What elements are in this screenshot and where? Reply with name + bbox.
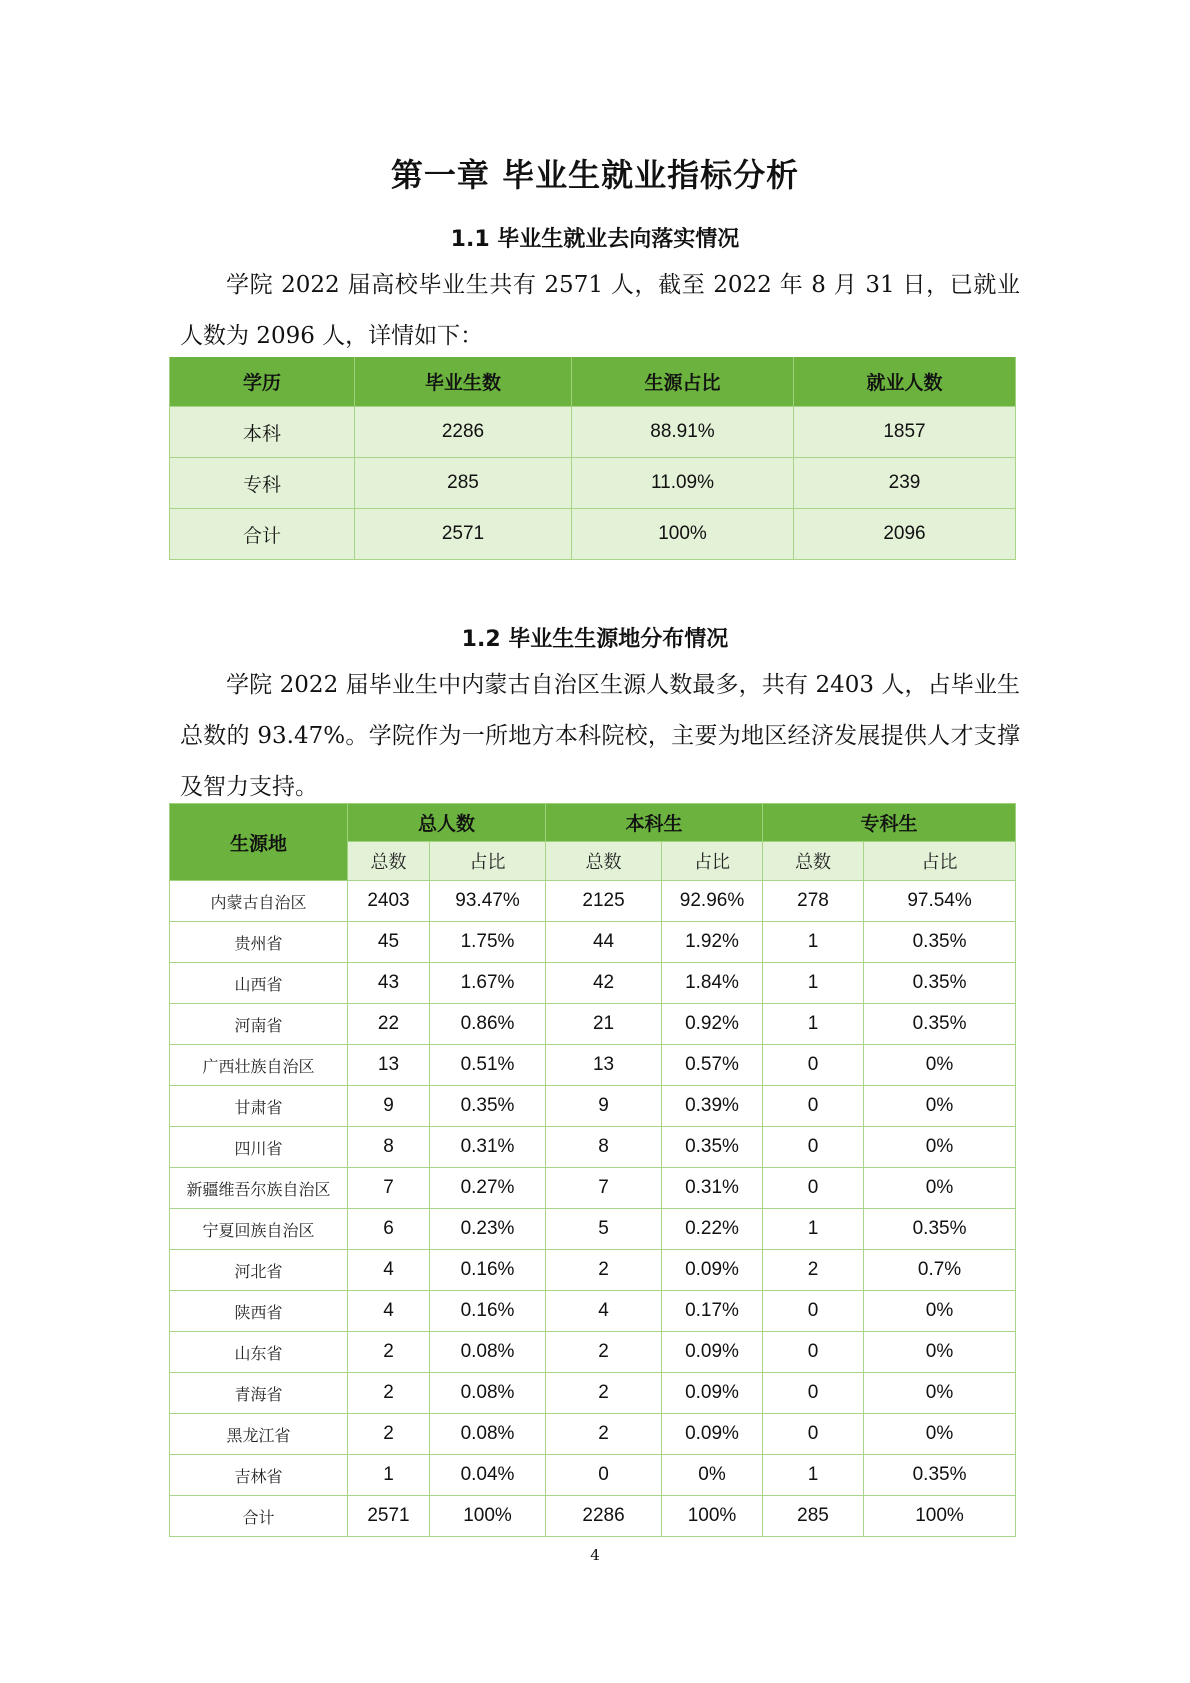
table-cell: 0.35% — [864, 1004, 1016, 1045]
region-cell: 黑龙江省 — [170, 1414, 348, 1455]
table-cell: 2 — [546, 1414, 662, 1455]
table-cell: 239 — [794, 458, 1016, 509]
subheader-ratio: 占比 — [864, 842, 1016, 881]
table-cell: 100% — [662, 1496, 763, 1537]
table-cell: 4 — [348, 1250, 430, 1291]
table-cell: 285 — [355, 458, 572, 509]
table-cell: 2 — [348, 1373, 430, 1414]
table-cell: 0.08% — [430, 1332, 546, 1373]
table-cell: 2 — [546, 1250, 662, 1291]
table-cell: 0.04% — [430, 1455, 546, 1496]
table-cell: 13 — [546, 1045, 662, 1086]
table-cell: 0.31% — [430, 1127, 546, 1168]
table-row — [170, 1004, 1016, 1045]
table-cell: 6 — [348, 1209, 430, 1250]
table-cell: 1 — [763, 1209, 864, 1250]
table-cell: 42 — [546, 963, 662, 1004]
table-cell: 0.35% — [864, 1455, 1016, 1496]
table-cell: 1 — [763, 922, 864, 963]
region-cell: 贵州省 — [170, 922, 348, 963]
table-cell: 0% — [864, 1045, 1016, 1086]
table-cell: 0% — [864, 1373, 1016, 1414]
table-cell: 2286 — [546, 1496, 662, 1537]
region-cell: 河北省 — [170, 1250, 348, 1291]
table-cell: 0.09% — [662, 1250, 763, 1291]
table-cell: 88.91% — [572, 407, 794, 458]
table-row — [170, 1250, 1016, 1291]
table-cell: 0 — [763, 1127, 864, 1168]
table-cell: 0 — [763, 1086, 864, 1127]
table-cell: 0.51% — [430, 1045, 546, 1086]
table-cell: 0.35% — [662, 1127, 763, 1168]
table-cell: 0.17% — [662, 1291, 763, 1332]
table-cell: 4 — [546, 1291, 662, 1332]
subheader-count: 总数 — [546, 842, 662, 881]
region-cell: 宁夏回族自治区 — [170, 1209, 348, 1250]
table-cell: 9 — [546, 1086, 662, 1127]
region-cell: 新疆维吾尔族自治区 — [170, 1168, 348, 1209]
table-cell: 0.35% — [430, 1086, 546, 1127]
table-cell: 0.86% — [430, 1004, 546, 1045]
table-cell: 0.35% — [864, 963, 1016, 1004]
table-cell: 1857 — [794, 407, 1016, 458]
origin-table-group-row — [170, 804, 1016, 842]
table-cell: 1.67% — [430, 963, 546, 1004]
table-row — [170, 1373, 1016, 1414]
table-cell: 2 — [546, 1332, 662, 1373]
table-cell: 0% — [864, 1127, 1016, 1168]
table-cell: 11.09% — [572, 458, 794, 509]
table-cell: 0.35% — [864, 1209, 1016, 1250]
table-row — [170, 1332, 1016, 1373]
table-cell: 0.16% — [430, 1291, 546, 1332]
table-cell: 0% — [864, 1086, 1016, 1127]
table-cell: 0.08% — [430, 1373, 546, 1414]
table-cell: 2 — [546, 1373, 662, 1414]
table-cell: 2571 — [348, 1496, 430, 1537]
header-region: 生源地 — [170, 804, 348, 881]
region-cell: 山西省 — [170, 963, 348, 1004]
table-cell: 8 — [348, 1127, 430, 1168]
table-cell: 0.35% — [864, 922, 1016, 963]
table-row — [170, 1496, 1016, 1537]
table-cell: 2286 — [355, 407, 572, 458]
table-cell: 1.84% — [662, 963, 763, 1004]
table-cell: 43 — [348, 963, 430, 1004]
table-cell: 0.39% — [662, 1086, 763, 1127]
table-cell: 100% — [430, 1496, 546, 1537]
table-cell: 1 — [763, 1004, 864, 1045]
table-cell: 2403 — [348, 881, 430, 922]
table-cell: 本科 — [170, 407, 355, 458]
region-cell: 山东省 — [170, 1332, 348, 1373]
section-1-title: 1.1 毕业生就业去向落实情况 — [450, 227, 740, 252]
table-cell: 0.23% — [430, 1209, 546, 1250]
table-cell: 1 — [763, 963, 864, 1004]
table-cell: 2 — [348, 1414, 430, 1455]
table-row — [170, 1209, 1016, 1250]
employment-table — [169, 357, 1016, 560]
table-cell: 5 — [546, 1209, 662, 1250]
table-cell: 100% — [572, 509, 794, 560]
table-cell: 93.47% — [430, 881, 546, 922]
table-cell: 0.09% — [662, 1373, 763, 1414]
table-cell: 0.22% — [662, 1209, 763, 1250]
table-cell: 285 — [763, 1496, 864, 1537]
table-row — [170, 458, 1016, 509]
region-cell: 陕西省 — [170, 1291, 348, 1332]
region-cell: 河南省 — [170, 1004, 348, 1045]
header-education: 学历 — [170, 357, 355, 407]
table-cell: 92.96% — [662, 881, 763, 922]
table-cell: 2 — [763, 1250, 864, 1291]
chapter-title: 第一章 毕业生就业指标分析 — [390, 156, 800, 194]
table-cell: 1.92% — [662, 922, 763, 963]
subheader-count: 总数 — [348, 842, 430, 881]
table-row — [170, 1455, 1016, 1496]
table-cell: 0 — [763, 1373, 864, 1414]
table-cell: 2 — [348, 1332, 430, 1373]
table-cell: 2571 — [355, 509, 572, 560]
table-cell: 0.7% — [864, 1250, 1016, 1291]
table-row — [170, 509, 1016, 560]
table-row — [170, 1086, 1016, 1127]
table-row — [170, 1168, 1016, 1209]
table-cell: 1.75% — [430, 922, 546, 963]
table-row — [170, 1291, 1016, 1332]
region-cell: 广西壮族自治区 — [170, 1045, 348, 1086]
table-cell: 1 — [348, 1455, 430, 1496]
header-group-total: 总人数 — [348, 804, 546, 842]
table-cell: 1 — [763, 1455, 864, 1496]
table-row — [170, 881, 1016, 922]
table-cell: 100% — [864, 1496, 1016, 1537]
table-cell: 0.92% — [662, 1004, 763, 1045]
table-cell: 专科 — [170, 458, 355, 509]
table-cell: 0 — [763, 1332, 864, 1373]
region-cell: 青海省 — [170, 1373, 348, 1414]
table-cell: 0 — [546, 1455, 662, 1496]
region-cell: 内蒙古自治区 — [170, 881, 348, 922]
table-cell: 278 — [763, 881, 864, 922]
header-group-junior: 专科生 — [763, 804, 1016, 842]
header-employed: 就业人数 — [794, 357, 1016, 407]
table-cell: 0 — [763, 1045, 864, 1086]
table-cell: 7 — [546, 1168, 662, 1209]
origin-table — [169, 803, 1016, 1537]
table-cell: 22 — [348, 1004, 430, 1045]
header-graduates: 毕业生数 — [355, 357, 572, 407]
table-cell: 4 — [348, 1291, 430, 1332]
subheader-ratio: 占比 — [430, 842, 546, 881]
table-cell: 0 — [763, 1291, 864, 1332]
table-cell: 8 — [546, 1127, 662, 1168]
table-cell: 7 — [348, 1168, 430, 1209]
table-row — [170, 1045, 1016, 1086]
table-cell: 9 — [348, 1086, 430, 1127]
table-cell: 0.31% — [662, 1168, 763, 1209]
employment-table-header-row — [170, 357, 1016, 407]
table-cell: 0% — [864, 1332, 1016, 1373]
table-cell: 2096 — [794, 509, 1016, 560]
table-cell: 0.09% — [662, 1332, 763, 1373]
region-cell: 吉林省 — [170, 1455, 348, 1496]
table-cell: 0% — [864, 1414, 1016, 1455]
table-cell: 13 — [348, 1045, 430, 1086]
table-cell: 0.57% — [662, 1045, 763, 1086]
section-1-paragraph — [180, 260, 1020, 362]
region-cell: 四川省 — [170, 1127, 348, 1168]
table-cell: 44 — [546, 922, 662, 963]
subheader-count: 总数 — [763, 842, 864, 881]
section-2-title: 1.2 毕业生生源地分布情况 — [461, 627, 729, 652]
table-cell: 合计 — [170, 509, 355, 560]
table-cell: 0.09% — [662, 1414, 763, 1455]
table-row — [170, 922, 1016, 963]
table-cell: 45 — [348, 922, 430, 963]
table-cell: 0% — [662, 1455, 763, 1496]
table-cell: 0.27% — [430, 1168, 546, 1209]
table-cell: 21 — [546, 1004, 662, 1045]
table-row — [170, 1414, 1016, 1455]
table-cell: 0% — [864, 1168, 1016, 1209]
region-cell: 合计 — [170, 1496, 348, 1537]
section-2-paragraph-text: 学院 2022 届毕业生中内蒙古自治区生源人数最多，共有 2403 人，占毕业生总数的 93.47%。学院作为一所地方本科院校，主要为地区经济发展提供人才支撑及智力支持。 — [180, 672, 1020, 800]
header-source-ratio: 生源占比 — [572, 357, 794, 407]
table-cell: 0.08% — [430, 1414, 546, 1455]
table-cell: 0 — [763, 1168, 864, 1209]
table-row — [170, 963, 1016, 1004]
table-cell: 2125 — [546, 881, 662, 922]
table-cell: 0 — [763, 1414, 864, 1455]
region-cell: 甘肃省 — [170, 1086, 348, 1127]
subheader-ratio: 占比 — [662, 842, 763, 881]
section-1-paragraph-text: 学院 2022 届高校毕业生共有 2571 人，截至 2022 年 8 月 31 日，已就业人数为 2096 人，详情如下： — [180, 272, 1020, 349]
table-row — [170, 407, 1016, 458]
section-2-paragraph — [180, 660, 1020, 813]
page-number: 4 — [590, 1546, 600, 1564]
table-cell: 0.16% — [430, 1250, 546, 1291]
table-row — [170, 1127, 1016, 1168]
header-group-undergrad: 本科生 — [546, 804, 763, 842]
table-cell: 97.54% — [864, 881, 1016, 922]
table-cell: 0% — [864, 1291, 1016, 1332]
